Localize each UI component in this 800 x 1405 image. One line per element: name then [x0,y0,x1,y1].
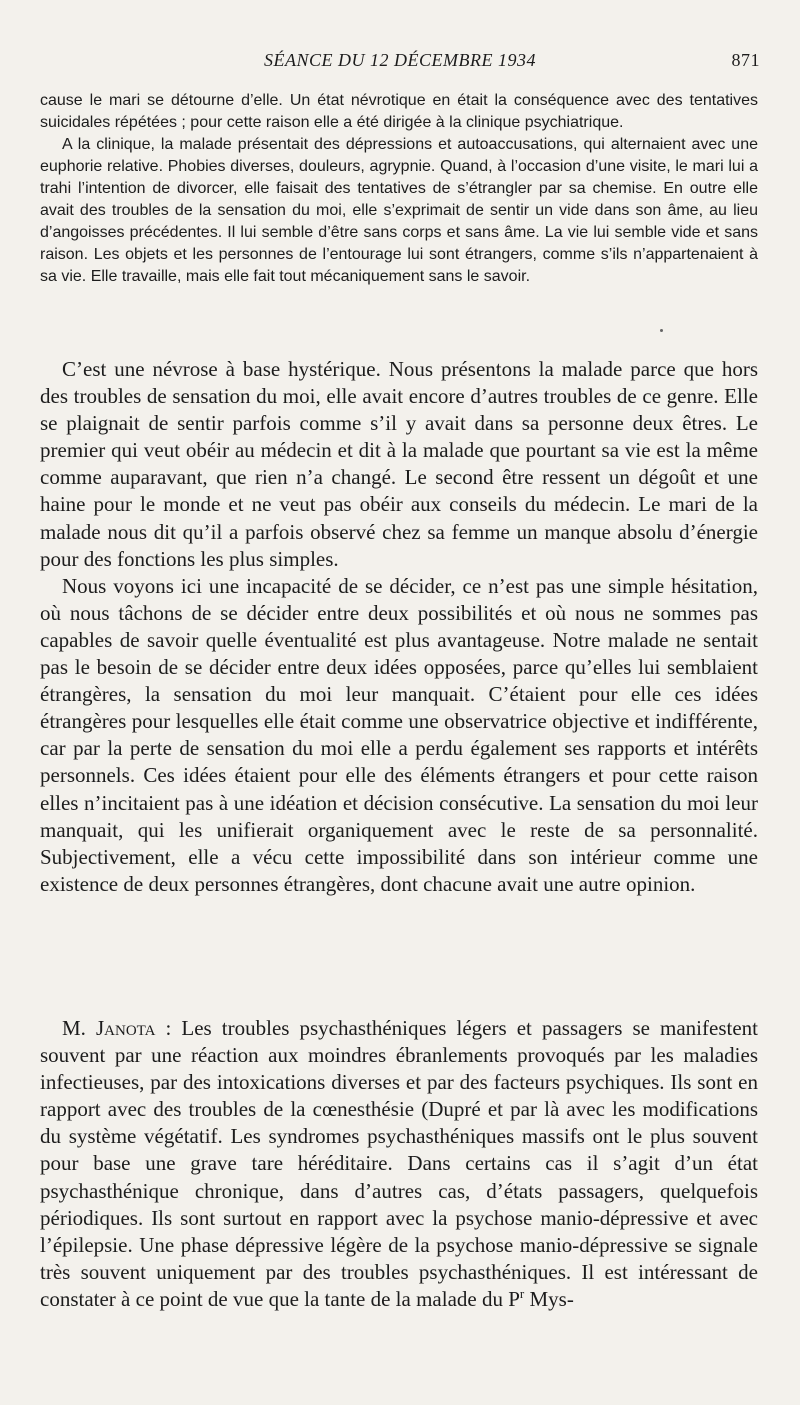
discussion-paragraph-2: Nous voyons ici une incapacité de se décider, ce n’est pas une simple hésitation, où nous tâchons de se décider entre deux possibilités et où nous ne sommes pas capables de savoir quelle éventualité est plus avantageuse. Notre malade ne sentait pas le besoin de se décider entre deux idées opposées, parce qu’elles lui semblaient étrangères, la sensation du moi leur manquait. C’étaient pour elle ces idées étrangères pour lesquelles elle était comme une observatrice objective et indifférente, car par la perte de sensation du moi elle a perdu également ses rapports et intérêts personnels. Ces idées étaient pour elle des éléments étrangers et pour cette raison elles n’incitaient pas à une idéation et décision consécutive. La sensation du moi leur manquait, qui les unifierait organiquement avec le reste de sa personnalité. Subjectivement, elle a vécu cette impossibilité dans son intérieur comme une existence de deux personnes étrangères, dont chacune avait une autre opinion. [40,573,758,896]
running-head-title: SÉANCE DU 12 DÉCEMBRE 1934 [264,50,536,70]
case-paragraph-2: A la clinique, la malade présentait des dépressions et autoaccusations, qui alternaient avec une euphorie relative. Phobies diverses, douleurs, agrypnie. Quand, à l’occasion d’une visite, le mari lui a trahi l’intention de divorcer, elle faisait des tentatives de s’étrangler par sa chemise. En outre elle avait des troubles de la sensation du moi, elle s’exprimait de sentir un vide dans son âme, au lieu d’angoisses précédentes. Il lui semble d’être sans corps et sans âme. La vie lui semble vide et sans raison. Les objets et les personnes de l’entourage lui sont étrangers, comme s’ils n’appartenaient à sa vie. Elle travaille, mais elle fait tout mécaniquement sans le savoir. [40,136,758,285]
discussion-text [40,356,758,898]
stray-mark [660,329,663,332]
janota-intervention [40,1015,758,1313]
title-superscript: r [519,1285,525,1301]
case-paragraph-1: cause le mari se détourne d’elle. Un état névrotique en était la conséquence avec des tentatives suicidales répétées ; pour cette raison elle a été dirigée à la clinique psychiatrique. [40,92,758,131]
discussion-paragraph-1: C’est une névrose à base hystérique. Nous présentons la malade parce que hors des troubles de sensation du moi, elle avait encore d’autres troubles de ce genre. Elle se plaignait de sentir parfois comme s’il y avait dans sa personne deux êtres. Le premier qui veut obéir au médecin et dit à la malade que pourtant sa vie est la même comme auparavant, que rien n’a changé. Le second être ressent un dégoût et une haine pour le monde et ne veut pas obéir aux conseils du médecin. Le mari de la malade nous dit qu’il a parfois observé chez sa femme un manque absolu d’énergie pour des fonctions les plus simples. [40,357,758,571]
running-head [40,50,760,74]
janota-tail: Mys- [524,1286,574,1311]
janota-paragraph [40,1015,758,1313]
janota-text: : Les troubles psychasthéniques légers et passagers se manifestent souvent par une réaction aux moindres ébranlements provoqués par les maladies infectieuses, par des intoxications diverses et par des facteurs psychiques. Ils sont en rapport avec des troubles de la cœnesthésie (Dupré et par là avec les modifications du système végétatif. Les syndromes psychasthéniques massifs ont le plus souvent pour base une grave tare héréditaire. Dans certains cas il s’agit d’un état psychasthénique chronique, dans d’autres cas, d’états passagers, quelquefois périodiques. Ils sont surtout en rapport avec la psychose manio-dépressive et avec l’épilepsie. Une phase dépressive légère de la psychose manio-dépressive se signale très souvent uniquement par des troubles psychasthéniques. Il est intéressant de constater à ce point de vue que la tante de la malade du [40,1016,758,1311]
page-number: 871 [731,50,760,70]
title-abbrev: P [508,1286,520,1311]
speaker-name: M. Janota [62,1016,156,1040]
case-report-text [40,90,758,288]
